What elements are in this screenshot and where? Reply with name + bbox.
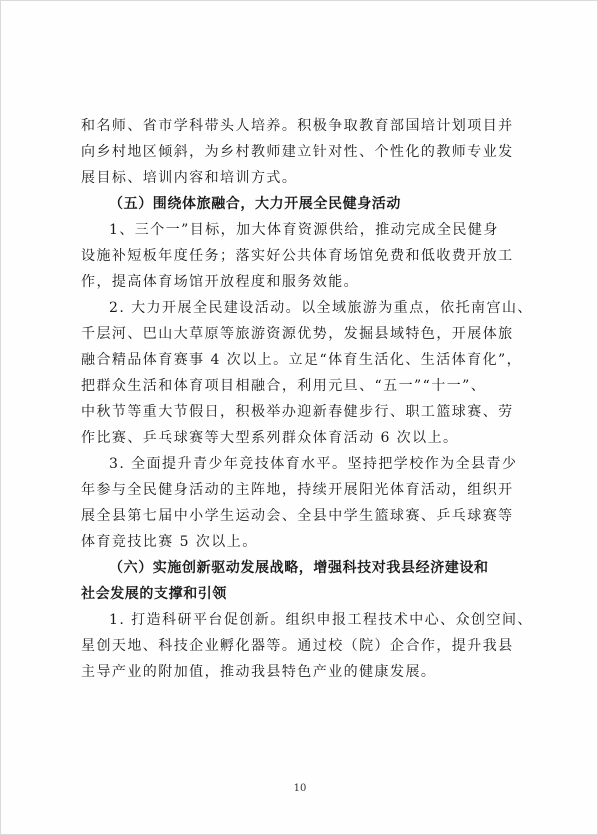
section-heading-6-continued: 社会发展的支撑和引领 [81, 586, 227, 602]
paragraph-line: 体育竞技比赛 5 次以上。 [81, 534, 258, 550]
page-number: 10 [293, 783, 307, 794]
paragraph-line: 3. 全面提升青少年竞技体育水平。坚持把学校作为全县青少 [109, 456, 518, 472]
paragraph-line: 1、三个一”目标，加大体育资源供给，推动完成全民健身 [109, 222, 499, 238]
paragraph-line: 设施补短板年度任务；落实好公共体育场馆免费和低收费开放工 [81, 248, 514, 264]
paragraph-line: 主导产业的附加值，推动我县特色产业的健康发展。 [81, 664, 437, 680]
paragraph-line: 向乡村地区倾斜，为乡村教师建立针对性、个性化的教师专业发 [81, 144, 514, 160]
paragraph-line: 2. 大力开展全民建设活动。以全域旅游为重点，依托南宫山、 [109, 300, 533, 316]
paragraph-line: 作比赛、乒乓球赛等大型系列群众体育活动 6 次以上。 [81, 430, 459, 446]
section-heading-6: （六）实施创新驱动发展战略，增强科技对我县经济建设和 [109, 560, 489, 576]
paragraph-line: 星创天地、科技企业孵化器等。通过校（院）企合作，提升我县 [81, 638, 514, 654]
document-body [81, 113, 533, 685]
paragraph-line: 和名师、省市学科带头人培养。积极争取教育部国培计划项目并 [81, 118, 514, 134]
section-heading-5: （五）围绕体旅融合，大力开展全民健身活动 [109, 196, 401, 212]
paragraph-line: 展目标、培训内容和培训方式。 [81, 170, 298, 186]
paragraph-line: 展全县第七届中小学生运动会、全县中学生篮球赛、乒乓球赛等 [81, 508, 514, 524]
paragraph-line: 年参与全民健身活动的主阵地，持续开展阳光体育活动，组织开 [81, 482, 514, 498]
paragraph-line: 中秋节等重大节假日，积极举办迎新春健步行、职工篮球赛、劳 [81, 404, 514, 420]
paragraph-line: 融合精品体育赛事 4 次以上。立足“体育生活化、生活体育化”， [81, 352, 523, 368]
paragraph-line: 千层河、巴山大草原等旅游资源优势，发掘县域特色，开展体旅 [81, 326, 514, 342]
paragraph-line: 作，提高体育场馆开放程度和服务效能。 [81, 274, 360, 290]
paragraph-line: 把群众生活和体育项目相融合，利用元旦、“五一”“十一”、 [81, 378, 487, 394]
paragraph-line: 1. 打造科研平台促创新。组织申报工程技术中心、众创空间、 [109, 612, 533, 628]
